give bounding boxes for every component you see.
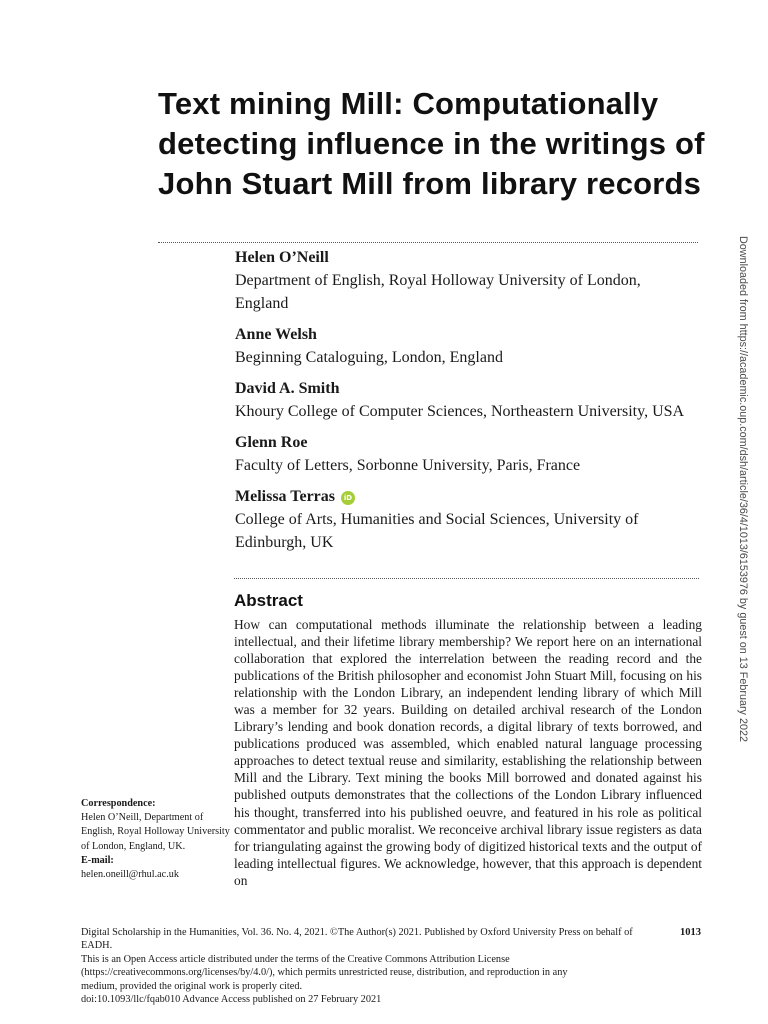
author-affiliation: College of Arts, Humanities and Social Sciences, University of Edinburgh, UK [235, 511, 639, 551]
author-block [235, 324, 695, 369]
author-affiliation: Faculty of Letters, Sorbonne University, Paris, France [235, 457, 581, 474]
page-number: 1013 [680, 927, 701, 938]
author-list [235, 247, 695, 563]
author-name: Melissa Terras [235, 488, 335, 505]
correspondence-label: Correspondence: [81, 798, 156, 809]
author-name-with-orcid [235, 486, 695, 508]
author-name: David A. Smith [235, 380, 340, 397]
author-affiliation: Khoury College of Computer Sciences, Northeastern University, USA [235, 403, 685, 420]
correspondence-email[interactable]: helen.oneill@rhul.ac.uk [81, 869, 179, 881]
page-footer [81, 926, 701, 1006]
orcid-icon[interactable]: iD [341, 491, 355, 505]
abstract-divider [234, 578, 699, 579]
author-affiliation: Department of English, Royal Holloway University of London, England [235, 272, 641, 312]
title-divider [158, 242, 698, 243]
email-label: E-mail: [81, 854, 114, 866]
correspondence-address: Helen O’Neill, Department of English, Royal Holloway University of London, England, UK. [81, 812, 230, 852]
author-name: Anne Welsh [235, 326, 317, 343]
author-block [235, 247, 695, 315]
doi-line: doi:10.1093/llc/fqab010 Advance Access published on 27 February 2021 [81, 994, 382, 1006]
download-watermark: Downloaded from https://academic.oup.com/dsh/article/36/4/1013/6153976 by guest on 13 February 2022 [737, 236, 749, 742]
author-affiliation: Beginning Cataloguing, London, England [235, 349, 503, 366]
abstract-text: How can computational methods illuminate the relationship between a leading intellectual, and their lifetime library membership? We report here on an international collaboration that explored the interrelation between the reading record and the publications of the British philosopher and economist John Stuart Mill, focusing on his relationship with the London Library, an independent lending library of which Mill was a member for 32 years. Building on detailed archival research of the London Library’s lending and book donation records, a digital library of texts borrowed, and publications produced was assembled, which enabled natural language processing approaches to detect textual reuse and similarity, establishing the relationship between Mill and the Library. Text mining the books Mill borrowed and donated against his published outputs demonstrates that the collections of the London Library influenced his thought, transferred into his published oeuvre, and featured in his role as political commentator and public moralist. We reconceive archival library issue registers as data for triangulating against the growing body of digitized historical texts and the output of leading intellectual figures. We acknowledge, however, that this approach is dependent on [234, 617, 702, 888]
author-block [235, 432, 695, 477]
author-block [235, 486, 695, 554]
journal-citation: Digital Scholarship in the Humanities, Vol. 36. No. 4, 2021. ©The Author(s) 2021. Published by Oxford University Press on behalf of EADH. [81, 927, 633, 952]
license-line: This is an Open Access article distributed under the terms of the Creative Commons Attribution License [81, 953, 510, 965]
license-line: medium, provided the original work is properly cited. [81, 980, 303, 992]
author-name: Glenn Roe [235, 434, 308, 451]
correspondence-box [81, 797, 231, 882]
abstract-heading: Abstract [234, 591, 303, 610]
license-url-line: (https://creativecommons.org/licenses/by/4.0/), which permits unrestricted reuse, distribution, and reproduction in any [81, 967, 568, 979]
author-block [235, 378, 695, 423]
article-title: Text mining Mill: Computationally detecting influence in the writings of John Stuart Mill from library records [158, 86, 705, 201]
author-name: Helen O’Neill [235, 249, 329, 266]
